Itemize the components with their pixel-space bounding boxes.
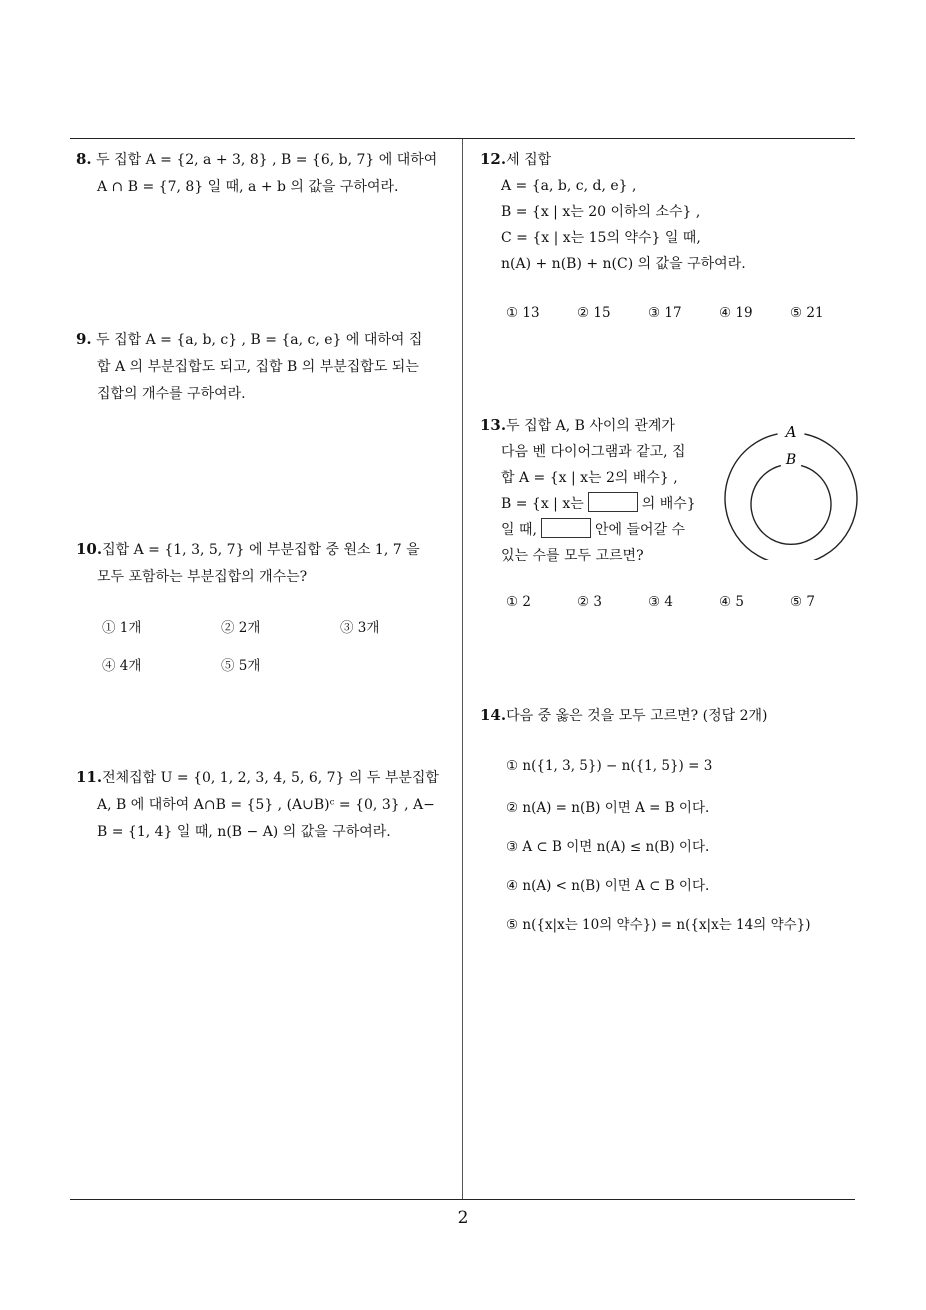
problem-13-text-line5b: 안에 들어갈 수: [594, 522, 685, 538]
problem-10-choice-1[interactable]: ① 1개: [102, 620, 142, 636]
problem-12-text-line4: C = {x | x는 15의 약수} 일 때,: [501, 230, 701, 246]
problem-12-choice-2[interactable]: ② 15: [577, 305, 611, 321]
problem-14-text-line1: 다음 중 옳은 것을 모두 고르면? (정답 2개): [506, 708, 768, 724]
problem-9-text-line3: 집합의 개수를 구하여라.: [97, 386, 246, 402]
column-divider: [462, 139, 463, 1200]
problem-12-choice-3[interactable]: ③ 17: [648, 305, 682, 321]
problem-9-text-line1: 두 집합 A = {a, b, c} , B = {a, c, e} 에 대하여 집: [91, 332, 423, 348]
problem-10: [76, 536, 420, 591]
venn-diagram: [722, 420, 860, 560]
problem-13-text-line4b: 의 배수}: [641, 496, 696, 512]
problem-12-text-line5: n(A) + n(B) + n(C) 의 값을 구하여라.: [501, 256, 746, 272]
problem-11-number: 11.: [76, 768, 103, 786]
problem-13-text-line2: 다음 벤 다이어그램과 같고, 집: [501, 444, 686, 460]
problem-13-text-line5: [480, 517, 696, 543]
problem-12-text-line3: B = {x | x는 20 이하의 소수} ,: [501, 204, 701, 220]
venn-label-B: B: [785, 452, 797, 468]
problem-13-text-line1: 두 집합 A, B 사이의 관계가: [506, 418, 675, 434]
problem-13-choice-1[interactable]: ① 2: [506, 594, 531, 610]
problem-14-number: 14.: [480, 706, 507, 724]
problem-12-choice-5[interactable]: ⑤ 21: [790, 305, 824, 321]
problem-13-text-line6: 있는 수를 모두 고르면?: [501, 548, 644, 564]
problem-11-text-line3: B = {1, 4} 일 때, n(B − A) 의 값을 구하여라.: [97, 824, 391, 840]
problem-14: [480, 702, 767, 730]
problem-8: [76, 146, 437, 201]
problem-11: [76, 764, 439, 846]
problem-14-choice-3[interactable]: ③ A ⊂ B 이면 n(A) ≤ n(B) 이다.: [506, 839, 710, 855]
problem-8-text-line1: 두 집합 A = {2, a + 3, 8} , B = {6, b, 7} 에 대하여: [91, 152, 438, 168]
problem-12-choice-1[interactable]: ① 13: [506, 305, 540, 321]
problem-9-number: 9.: [76, 330, 92, 348]
problem-13-text-line5a: 일 때,: [501, 522, 537, 538]
problem-11-text-line1: 전체집합 U = {0, 1, 2, 3, 4, 5, 6, 7} 의 두 부분집합: [102, 770, 439, 786]
problem-14-choice-2[interactable]: ② n(A) = n(B) 이면 A = B 이다.: [506, 800, 710, 816]
problem-11-text-line2: A, B 에 대하여 A∩B = {5} , (A∪B)ᶜ = {0, 3} , A−: [97, 797, 435, 813]
problem-12-text-line1: 세 집합: [506, 152, 552, 168]
problem-10-number: 10.: [76, 540, 103, 558]
problem-10-text-line2: 모두 포함하는 부분집합의 개수는?: [97, 569, 308, 585]
answer-blank-box-reference: [541, 518, 591, 538]
problem-13-choice-2[interactable]: ② 3: [577, 594, 602, 610]
problem-13: [480, 412, 696, 569]
problem-13-text-line3: 합 A = {x | x는 2의 배수} ,: [501, 470, 678, 486]
problem-9: [76, 326, 422, 408]
venn-inner-circle-B: [751, 466, 831, 545]
bottom-rule: [70, 1199, 855, 1200]
problem-10-choice-3[interactable]: ③ 3개: [340, 620, 380, 636]
problem-8-text-line2: A ∩ B = {7, 8} 일 때, a + b 의 값을 구하여라.: [97, 179, 399, 195]
problem-10-text-line1: 집합 A = {1, 3, 5, 7} 에 부분집합 중 원소 1, 7 을: [102, 542, 420, 558]
problem-8-number: 8.: [76, 150, 92, 168]
problem-13-text-line4: [480, 491, 696, 517]
problem-10-choice-5[interactable]: ⑤ 5개: [221, 658, 261, 674]
problem-9-text-line2: 합 A 의 부분집합도 되고, 집합 B 의 부분집합도 되는: [97, 359, 419, 375]
problem-14-choice-4[interactable]: ④ n(A) < n(B) 이면 A ⊂ B 이다.: [506, 878, 710, 894]
answer-blank-box: [588, 492, 638, 512]
problem-13-text-line4a: B = {x | x는: [501, 496, 584, 512]
problem-10-choice-4[interactable]: ④ 4개: [102, 658, 142, 674]
venn-label-A: A: [785, 423, 797, 441]
problem-14-choice-1[interactable]: ① n({1, 3, 5}) − n({1, 5}) = 3: [506, 758, 713, 774]
problem-14-choice-5[interactable]: ⑤ n({x|x는 10의 약수}) = n({x|x는 14의 약수}): [506, 917, 811, 933]
problem-12-number: 12.: [480, 150, 507, 168]
problem-10-choice-2[interactable]: ② 2개: [221, 620, 261, 636]
problem-13-choice-3[interactable]: ③ 4: [648, 594, 673, 610]
problem-12-choice-4[interactable]: ④ 19: [719, 305, 753, 321]
problem-12-text-line2: A = {a, b, c, d, e} ,: [501, 178, 637, 194]
problem-13-number: 13.: [480, 416, 507, 434]
problem-13-choice-5[interactable]: ⑤ 7: [790, 594, 815, 610]
problem-12: [480, 146, 746, 277]
page-number: 2: [457, 1208, 469, 1228]
problem-13-choice-4[interactable]: ④ 5: [719, 594, 744, 610]
